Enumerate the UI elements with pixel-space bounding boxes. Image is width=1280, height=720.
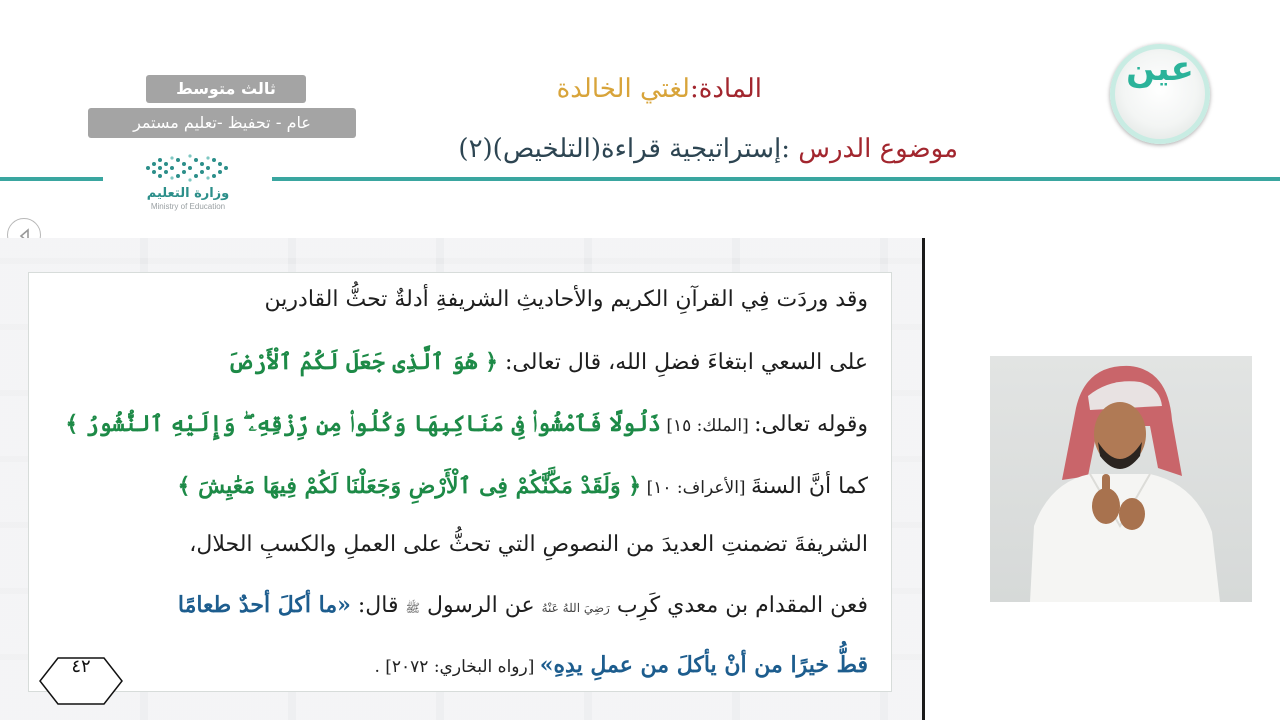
paragraph-text: كما أنَّ السنةَ [750,474,868,499]
verse-reference: [الأعراف: ١٠] [641,478,751,498]
ministry-name-english: Ministry of Education [150,202,226,211]
paragraph-text: قال: [350,593,406,618]
page-divider [922,238,925,720]
paragraph-text: عن الرسول [420,593,542,618]
lesson-value: :إستراتيجية قراءة(التلخيص)(٢) [458,134,799,164]
honorific-text: رَضِيَ اللهُ عَنْهُ [541,601,610,615]
paragraph-text: على السعي ابتغاءَ فضلِ الله، قال تعالى: [498,350,868,375]
hadith-text: «ما أكلَ أحدٌ طعامًا [177,592,351,618]
text-line-3 [44,404,868,444]
subject-value: لغتي الخالدة [556,74,690,104]
subject-title [500,74,762,104]
text-line-1 [44,280,868,320]
header-divider-left [0,177,103,181]
verse-reference: [الملك: ١٥] [660,416,755,436]
page-number [38,656,124,706]
quran-verse: ﴿ هُوَ ٱلَّذِى جَعَلَ لَكُمُ ٱلْأَرْضَ [227,349,499,375]
page-number-text: ٤٢ [71,656,91,677]
paragraph-text: الشريفةَ تضمنتِ العديدَ من النصوصِ التي تحثُّ على العملِ والكسبِ الحلال، [189,532,868,557]
paragraph-text: وقوله تعالى: [754,412,868,437]
paragraph-text: فعن المقدام بن معدي كَرِب [609,593,868,618]
channel-logo: عين [1110,44,1210,144]
lesson-label: موضوع الدرس [798,134,958,164]
header-divider-right [272,177,1280,181]
subject-label: المادة: [689,74,762,104]
teacher-video [990,356,1252,602]
text-line-5 [44,525,868,565]
ministry-emblem-icon [138,150,238,184]
lesson-title [318,134,958,164]
track-badge: عام - تحفيظ -تعليم مستمر [88,108,356,138]
hadith-reference: [رواه البخاري: ٢٠٧٢] . [374,657,540,677]
text-line-6 [44,585,868,625]
paragraph-text: وقد وردَت فِي القرآنِ الكريم والأحاديثِ الشريفةِ أدلةٌ تحثُّ القادرين [264,287,868,312]
quran-verse: ذَلُولًا فَٱمْشُوا۟ فِى مَنَاكِبِهَا وَكُلُوا۟ مِن رِّزْقِهِۦ ۖ وَإِلَيْهِ ٱلنُّشُورُ ﴾ [65,411,661,437]
teacher-figure-icon [990,356,1252,602]
honorific-text: ﷺ [405,601,421,615]
quran-verse: ﴿ وَلَقَدْ مَكَّنَّٰكُمْ فِى ٱلْأَرْضِ وَجَعَلْنَا لَكُمْ فِيهَا مَعَٰيِشَ ﴾ [177,473,642,499]
text-line-7 [44,645,868,685]
text-line-4 [44,466,868,506]
ministry-logo [108,150,268,225]
text-line-2 [44,342,868,382]
hadith-text: قطُّ خيرًا من أنْ يأكلَ من عملِ يدِهِ» [539,652,868,678]
grade-badge: ثالث متوسط [146,75,306,103]
ministry-name-arabic: وزارة التعليم [146,186,230,201]
